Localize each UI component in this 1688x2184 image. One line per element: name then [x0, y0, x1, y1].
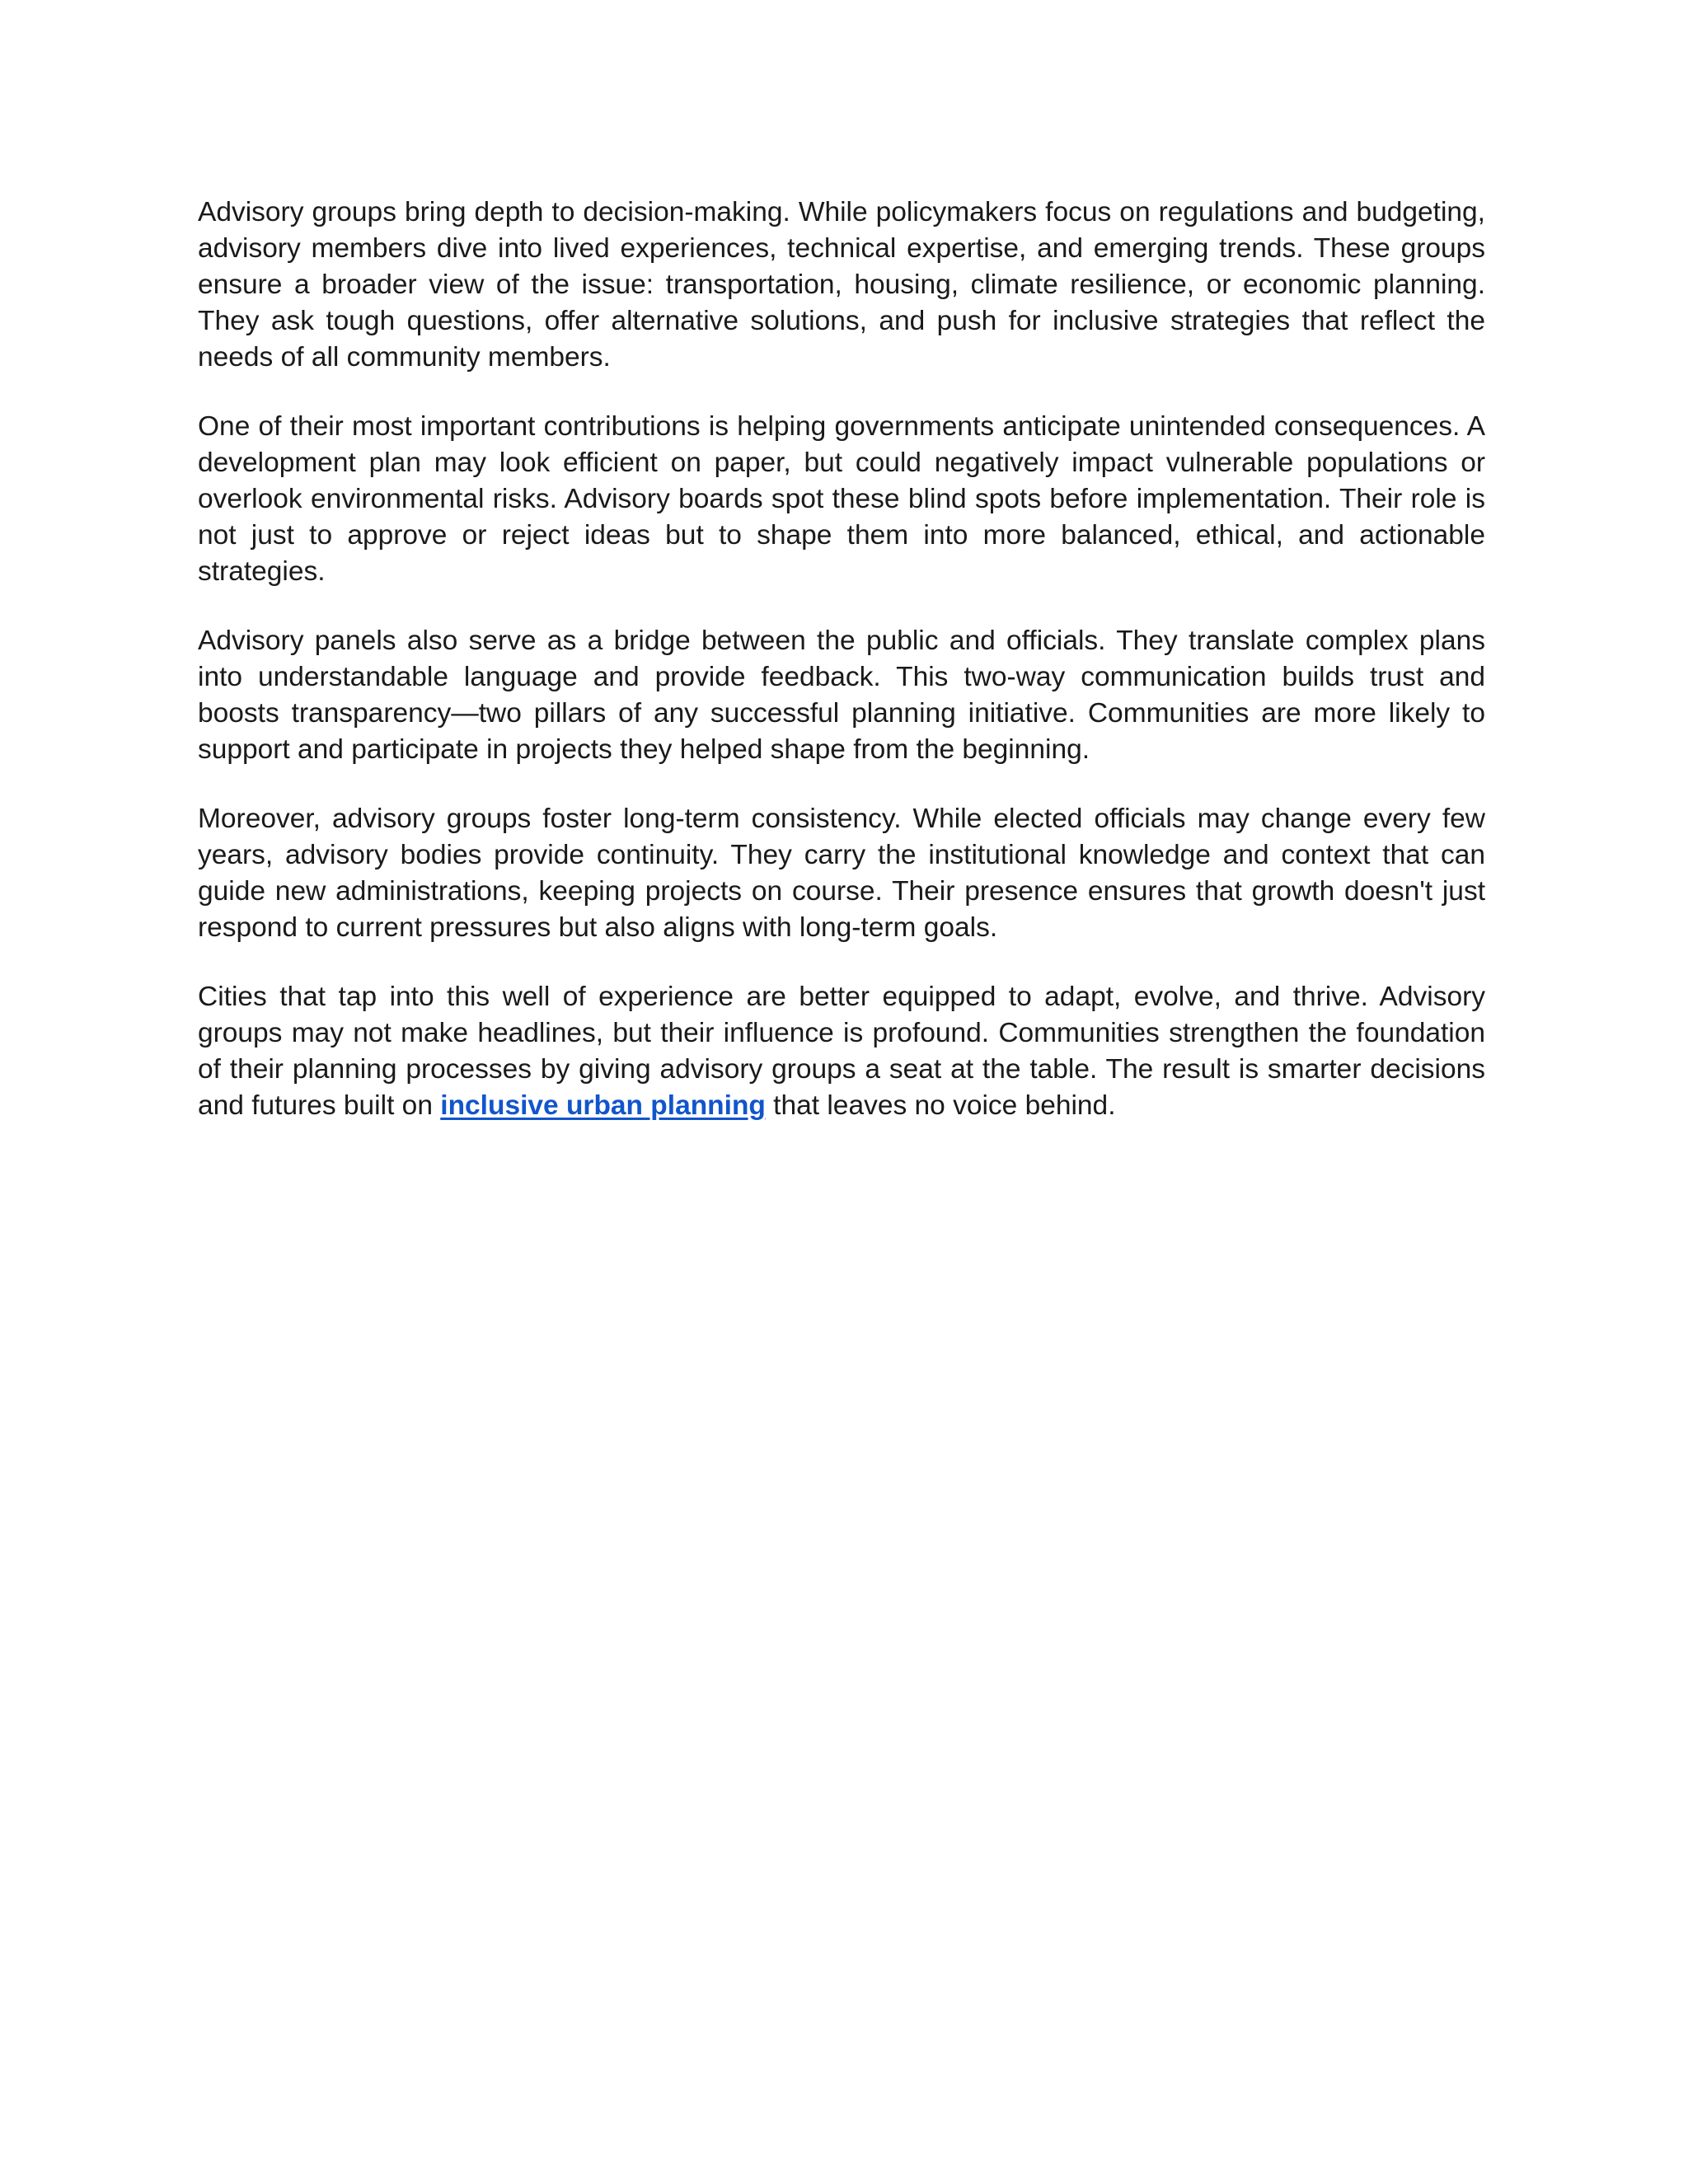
paragraph-4: Moreover, advisory groups foster long-term consistency. While elected officials may change every few years, advisory bodies provide continuity. They carry the institutional knowledge and context that can guide new administrations, keeping projects on course. Their presence ensures that growth doesn't just respond to current pressures but also aligns with long-term goals.	[198, 804, 1485, 943]
document-body	[198, 194, 1485, 1157]
paragraph-5-text-before-link: Cities that tap into this well of experience are better equipped to adapt, evolve, and thrive. Advisory groups may not make headlines, but their influence is profound. Communities strengthen the foundation of their planning processes by giving advisory groups a seat at the table. The result is smarter decisions and futures built on	[198, 982, 1485, 1121]
paragraph-5-text-after-link: that leaves no voice behind.	[765, 1090, 1116, 1121]
inclusive-urban-planning-link[interactable]: inclusive urban planning	[440, 1090, 766, 1121]
paragraph-2: One of their most important contributions is helping governments anticipate unintended consequences. A development plan may look efficient on paper, but could negatively impact vulnerable populations or overlook environmental risks. Advisory boards spot these blind spots before implementation. Their role is not just to approve or reject ideas but to shape them into more balanced, ethical, and actionable strategies.	[198, 411, 1485, 587]
paragraph-5	[198, 979, 1485, 1124]
paragraph-1: Advisory groups bring depth to decision-making. While policymakers focus on regulations and budgeting, advisory members dive into lived experiences, technical expertise, and emerging trends. These groups ensure a broader view of the issue: transportation, housing, climate resilience, or economic planning. They ask tough questions, offer alternative solutions, and push for inclusive strategies that reflect the needs of all community members.	[198, 197, 1485, 373]
paragraph-3: Advisory panels also serve as a bridge between the public and officials. They translate complex plans into understandable language and provide feedback. This two-way communication builds trust and boosts transparency—two pillars of any successful planning initiative. Communities are more likely to support and participate in projects they helped shape from the beginning.	[198, 626, 1485, 765]
